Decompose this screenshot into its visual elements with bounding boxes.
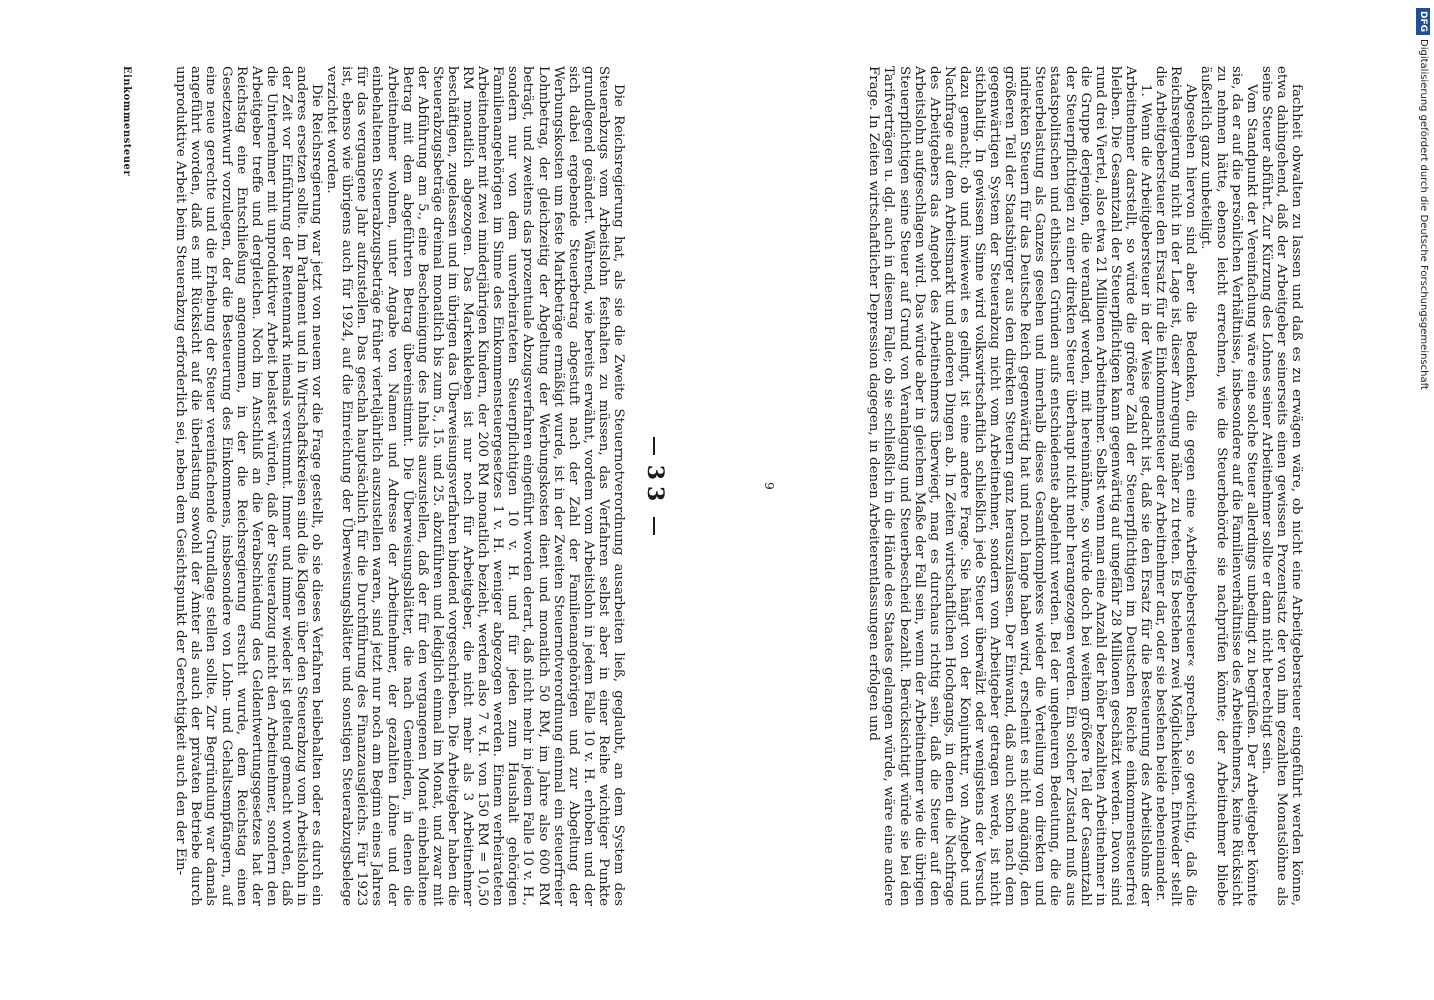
signature-mark: Einkommensteuer (121, 66, 132, 177)
dash-left (653, 437, 655, 455)
page-number: 33 (642, 464, 668, 508)
credit-line (1416, 8, 1430, 992)
left-text-column (146, 66, 626, 906)
dash-right (653, 517, 655, 535)
digitization-credit (1416, 8, 1430, 992)
paragraph: Abgesehen hiervon sind aber die Bedenken, die gegen eine »Arbeitgebersteuer« sprechen, so gewichtig, daß die Reichsregierung nicht in der Lage ist, dieser Anregung näher zu treten. Es bestehen zwei Möglichkeiten. Entweder stellt die Arbeitgebersteuer den Ersatz für die Einkommensteuer der Arbeitnehmer dar, oder sie bestehen beide nebeneinander. (1153, 66, 1199, 906)
right-text-column (790, 66, 1304, 906)
sheet-number: 9 (762, 482, 776, 490)
paragraph: fachheit obwalten zu lassen und daß es zu erwägen wäre, ob nicht eine Arbeitgebersteuer eingeführt werden könne, etwa dahingehend, daß der Arbeitgeber seinerseits einen gewissen Prozentsatz der von ihm gezahlten Monatslöhne als seine Steuer abführt. Zur Kürzung des Lohnes seiner Arbeitnehmer sollte er dann nicht berechtigt sein. (1258, 66, 1304, 906)
left-page (112, 66, 668, 906)
right-page (756, 66, 1312, 906)
paragraph: Die Reichsregierung hat, als sie die Zweite Steuernotverordnung ausarbeiten ließ, geglaubt, an dem System des Steuerabzugs vom Arbeitslohn festhalten zu müssen, das Verfahren selbst aber in einer Reihe wichtiger Punkte grundlegend geändert. Während, wie bereits erwähnt, vordem vom Arbeitslohn in jedem Falle 10 v. H. erhoben und der sich dabei ergebende Steuerbetrag abgestuft nach der Zahl der Familienangehörigen und zur Abgeltung der Werbungskosten um feste Markbeträge ermäßigt wurde, ist in der Zweiten Steuernotverordnung einmal ein steuerfreier Lohnbetrag, der gleichzeitig der Abgeltung der Werbungskosten dient und monatlich 50 RM, im Jahre also 600 RM beträgt, und zweitens das prozentuale Abzugsverfahren eingeführt worden derart, daß nicht mehr in jedem Falle 10 v. H., sondern nur von dem unverheirateten Steuerpflichtigen 10 v. H. und für jeden zum Haushalt gehörigen Familienangehörigen im Sinne des Einkommensteuergesetzes 1 v. H. weniger abgezogen werden. Einem verheirateten Arbeitnehmer mit zwei minderjährigen Kindern, der 200 RM monatlich bezieht, werden also 7 v. H. von 150 RM = 10,50 RM monatlich abgezogen. Das Markenkleben ist nur noch für Arbeitgeber, die nicht mehr als 3 Arbeitnehmer beschäftigen, zugelassen und im übrigen das Überweisungsverfahren bindend vorgeschrieben. Die Arbeitgeber haben die Steuerabzugsbeträge dreimal monatlich bis zum 5., 15. und 25. abzuführen und lediglich einmal im Monat, und zwar mit der Abführung am 5., eine Bescheinigung des Inhalts auszustellen, daß der für den vergangenen Monat einbehaltene Betrag mit dem abgeführten Betrag übereinstimmt. Die Überweisungsblätter, die nach Gemeinden, in denen die Arbeitnehmer wohnen, unter Angabe von Namen und Adresse der Arbeitnehmer, der gezahlten Löhne und der einbehaltenen Steuerabzugsbeträge früher vierteljährlich auszustellen waren, sind jetzt nur noch am Beginn eines Jahres für das vergangene Jahr aufzustellen. Das geschah hauptsächlich für die Durchführung des Finanzausgleichs. Für 1923 ist, ebenso wie übrigens auch für 1924, auf die Einreichung der Überweisungsblätter und sonstigen Steuerabzugsbelege verzichtet worden. (324, 66, 626, 906)
paragraph: Die Reichsregierung war jetzt von neuem vor die Frage gestellt, ob sie dieses Verfahren beibehalten oder es durch ein anderes ersetzen sollte. Im Parlament und in Wirtschaftskreisen sind die Klagen über den Steuerabzug vom Arbeitslohn in der Zeit vor Einführung der Rentenmark niemals verstummt. Immer und immer wieder ist geltend gemacht worden, daß die Unternehmer mit unproduktiver Arbeit belastet würden, daß der Steuerabzug nicht den Arbeitnehmer, sondern den Arbeitgeber treffe und dergleichen. Noch im Anschluß an die Verabschiedung des Geldentwertungsgesetzes hat der Reichstag eine Entschließung angenommen, in der die Reichsregierung ersucht wurde, dem Reichstag einen Gesetzentwurf vorzulegen, der die Besteuerung des Einkommens, insbesondere von Lohn- und Gehaltsempfängern, auf eine neue gerechte und die Erhebung der Steuer vereinfachende Grundlage stellen sollte. Zur Begründung war damals angeführt worden, daß es mit Rücksicht auf die überlastung sowohl der Ämter als auch der privaten Betriebe durch unproduktive Arbeit beim Steuerabzug erforderlich sei, neben dem Gesichtspunkt der Gerechtigkeit auch den der Ein- (173, 66, 325, 906)
dfg-logo-icon: DFG (1416, 8, 1430, 35)
credit-text: Digitalisierung gefördert durch die Deutsche Forschungsgemeinschaft (1418, 39, 1429, 390)
paragraph: Vom Standpunkt der Vereinfachung wäre eine solche Steuer allerdings unbedingt zu begrüßen. Der Arbeitgeber könnte sie, da er auf die persönlichen Verhältnisse, insbesondere auf die Familienverhältnisse des Arbeitnehmers, keine Rücksicht zu nehmen hätte, ebenso leicht errechnen, wie die Steuerbehörde sie nachprüfen könnte; der Arbeitnehmer bliebe äußerlich ganz unbeteiligt. (1198, 66, 1259, 906)
running-head (634, 66, 668, 906)
paragraph: 1. Wenn die Arbeitgebersteuer in der Weise gedacht ist, daß sie den Ersatz für die Besteuerung des Arbeitslohns der Arbeitnehmer darstellt, so würde die größere Zahl der Steuerpflichtigen im Deutschen Reiche einkommensteuerfrei bleiben. Die Gesamtzahl der Steuerpflichtigen kann gegenwärtig auf ungefähr 28 Millionen geschätzt werden. Davon sind rund drei Viertel, also etwa 21 Millionen Arbeitnehmer. Selbst wenn man eine Anzahl der höher bezahlten Arbeitnehmer in die Gruppe derjenigen, die veranlagt werden, mit hereinnähme, so würde doch bei weitem größere Teil der Gesamtzahl der Steuerpflichtigen zu einer direkten Steuer überhaupt nicht mehr herangezogen werden. Ein solcher Zustand muß aus staatspolitischen und ethischen Gründen aufs entschiedenste abgelehnt werden. Bei der ungeheuren Bedeutung, die die Steuerbelastung als Ganzes gesehen und innerhalb dieses Gesamtkomplexes wieder die Verteilung von direkten und indirekten Steuern für das Deutsche Reich gegenwärtig hat und noch lange haben wird, erscheint es nicht angängig, den größeren Teil der Staatsbürger aus den direkten Steuern ganz herauszulassen. Der Einwand, daß auch schon nach dem gegenwärtigen System der Steuerabzug nicht vom Arbeitnehmer, sondern vom Arbeitgeber getragen werde, ist nicht stichhaltig. In gewissem Sinne wird volkswirtschaftlich schließlich jede Steuer überwälzt oder wenigstens der Versuch dazu gemacht; ob und inwieweit es gelingt, ist eine andere Frage. Sie hängt von der Konjunktur, von Angebot und Nachfrage auf dem Arbeitsmarkt und anderen Dingen ab. In Zeiten wirtschaftlichen Hochgangs, in denen die Nachfrage des Arbeitgebers das Angebot des Arbeitnehmers überwiegt, mag es durchaus richtig sein, daß die Steuer auf den Arbeitslohn aufgeschlagen wird. Das würde aber in gleichem Maße der Fall sein, wenn der Arbeitnehmer wie die übrigen Steuerpflichtigen seine Steuer auf Grund von Veranlagung und Steuerbescheid bezahlt. Berücksichtigt würde sie bei den Tarifverträgen u. dgl. auch in diesem Falle; ob sie schließlich in die Hände des Staates gelangen würde, wäre eine andere Frage. In Zeiten wirtschaftlicher Depression dagegen, in denen Arbeiterentlassungen erfolgen und (866, 66, 1154, 906)
